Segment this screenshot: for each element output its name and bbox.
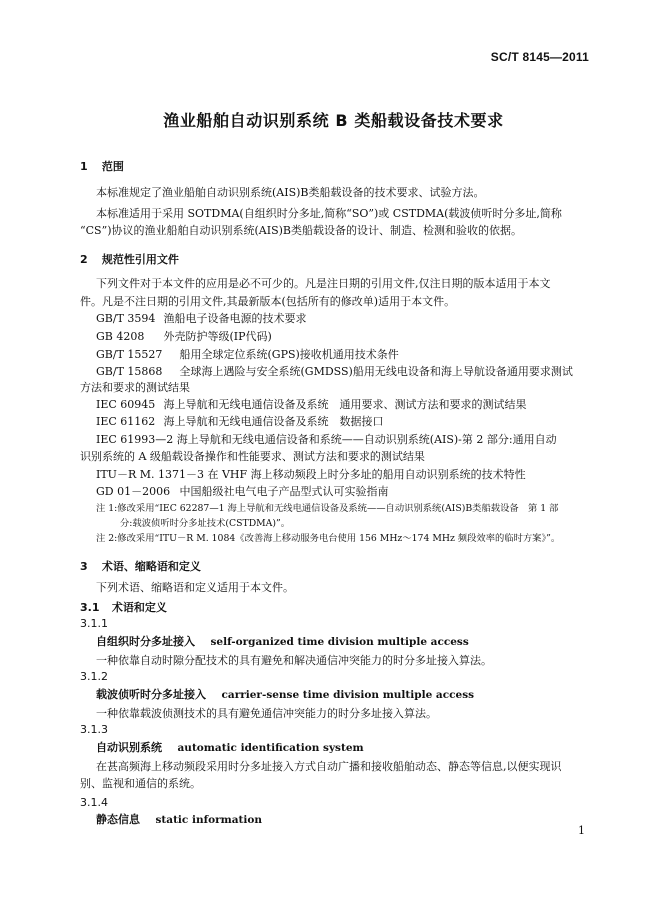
reference-title-continuation: 方法和要求的测试结果	[80, 381, 190, 394]
reference-code: IEC 60945	[96, 398, 156, 411]
reference-title: 中国船级社电气电子产品型式认可实验指南	[179, 485, 389, 498]
term-cn: 载波侦听时分多址接入	[96, 688, 206, 701]
term-definition: 一种依靠载波侦测技术的具有避免通信冲突能力的时分多址接入算法。	[96, 707, 437, 720]
term-definition: 在甚高频海上移动频段采用时分多址接入方式自动广播和接收船舶动态、静态等信息,以便实现识	[96, 760, 562, 773]
reference-item	[96, 397, 527, 412]
section-title: 范围	[101, 160, 124, 173]
paragraph: 本标准适用于采用 SOTDMA(自组织时分多址,简称“SO”)或 CSTDMA(载波侦听时分多址,简称	[96, 207, 562, 220]
reference-item	[96, 364, 573, 379]
term-en: static information	[155, 814, 263, 826]
reference-code: GB/T 15527	[96, 348, 163, 361]
paragraph: 下列术语、缩略语和定义适用于本文件。	[96, 581, 294, 594]
paragraph: 本标准规定了渔业船舶自动识别系统(AIS)B类船载设备的技术要求、试验方法。	[96, 186, 485, 199]
page-number: 1	[578, 824, 585, 837]
paragraph: 下列文件对于本文件的应用是必不可少的。凡是注日期的引用文件,仅注日期的版本适用于本文	[96, 277, 551, 290]
note-2: 注 2:修改采用“ITU－R M. 1084《改善海上移动服务电台使用 156 MHz～174 MHz 频段效率的临时方案》”。	[96, 533, 561, 544]
reference-item	[96, 347, 399, 362]
reference-code: IEC 61162	[96, 415, 156, 428]
section-title: 术语、缩略语和定义	[101, 560, 201, 573]
reference-item	[96, 432, 557, 447]
reference-item	[96, 414, 384, 429]
reference-item	[96, 329, 272, 344]
reference-title: 海上导航和无线电通信设备及系统 通用要求、测试方法和要求的测试结果	[163, 398, 527, 411]
term-cn: 自组织时分多址接入	[96, 635, 195, 648]
term-entry	[96, 740, 364, 756]
term-en: self-organized time division multiple access	[210, 636, 469, 648]
reference-code: IEC 61993—2	[96, 433, 174, 446]
term-number: 3.1.4	[80, 796, 108, 809]
section-number: 1	[80, 160, 88, 173]
subsection-number: 3.1	[80, 601, 100, 614]
section-2-heading	[80, 251, 179, 267]
reference-title: 全球海上遇险与安全系统(GMDSS)船用无线电设备和海上导航设备通用要求测试	[179, 365, 573, 378]
paragraph-continuation: “CS”)协议的渔业船舶自动识别系统(AIS)B类船载设备的设计、制造、检测和验收的依据。	[80, 224, 522, 237]
reference-title: 船用全球定位系统(GPS)接收机通用技术条件	[179, 348, 399, 361]
term-definition-continuation: 别、监视和通信的系统。	[80, 777, 201, 790]
term-en: carrier-sense time division multiple access	[221, 689, 475, 701]
reference-title: 渔船电子设备电源的技术要求	[163, 312, 307, 325]
section-3-heading	[80, 558, 201, 574]
reference-code: GB/T 15868	[96, 365, 163, 378]
reference-item	[96, 311, 307, 326]
term-entry	[96, 687, 474, 703]
term-definition: 一种依靠自动时隙分配技术的具有避免和解决通信冲突能力的时分多址接入算法。	[96, 654, 492, 667]
term-cn: 静态信息	[96, 813, 140, 826]
reference-title: 在 VHF 海上移动频段上时分多址的船用自动识别系统的技术特性	[207, 468, 526, 481]
section-1-heading	[80, 158, 124, 174]
reference-code: GB/T 3594	[96, 312, 156, 325]
subsection-title: 术语和定义	[111, 601, 167, 614]
reference-code: GD 01－2006	[96, 485, 171, 498]
document-title: 渔业船舶自动识别系统 B 类船载设备技术要求	[163, 111, 504, 130]
section-number: 3	[80, 560, 88, 573]
reference-title-continuation: 识别系统的 A 级船载设备操作和性能要求、测试方法和要求的测试结果	[80, 450, 425, 463]
reference-code: ITU－R M. 1371－3	[96, 468, 204, 481]
reference-item	[96, 484, 389, 499]
term-number: 3.1.1	[80, 617, 108, 630]
section-number: 2	[80, 253, 88, 266]
term-number: 3.1.3	[80, 723, 108, 736]
reference-title: 海上导航和无线电通信设备和系统——自动识别系统(AIS)-第 2 部分:通用自动	[176, 433, 557, 446]
reference-title: 海上导航和无线电通信设备及系统 数据接口	[163, 415, 384, 428]
section-title: 规范性引用文件	[101, 253, 179, 266]
reference-code: GB 4208	[96, 330, 145, 343]
subsection-heading	[80, 599, 167, 615]
term-en: automatic identification system	[177, 742, 364, 754]
paragraph-continuation: 件。凡是不注日期的引用文件,其最新版本(包括所有的修改单)适用于本文件。	[80, 295, 456, 308]
note-1: 注 1:修改采用“IEC 62287—1 海上导航和无线电通信设备及系统——自动识别系统(AIS)B类船载设备 第 1 部	[96, 503, 559, 514]
term-entry	[96, 634, 469, 650]
term-number: 3.1.2	[80, 670, 108, 683]
note-1-continuation: 分:载波侦听时分多址技术(CSTDMA)”。	[120, 518, 291, 529]
term-entry	[96, 812, 262, 828]
reference-item	[96, 467, 526, 482]
term-cn: 自动识别系统	[96, 741, 162, 754]
reference-title: 外壳防护等级(IP代码)	[163, 330, 272, 343]
standard-code: SC/T 8145—2011	[490, 50, 589, 64]
